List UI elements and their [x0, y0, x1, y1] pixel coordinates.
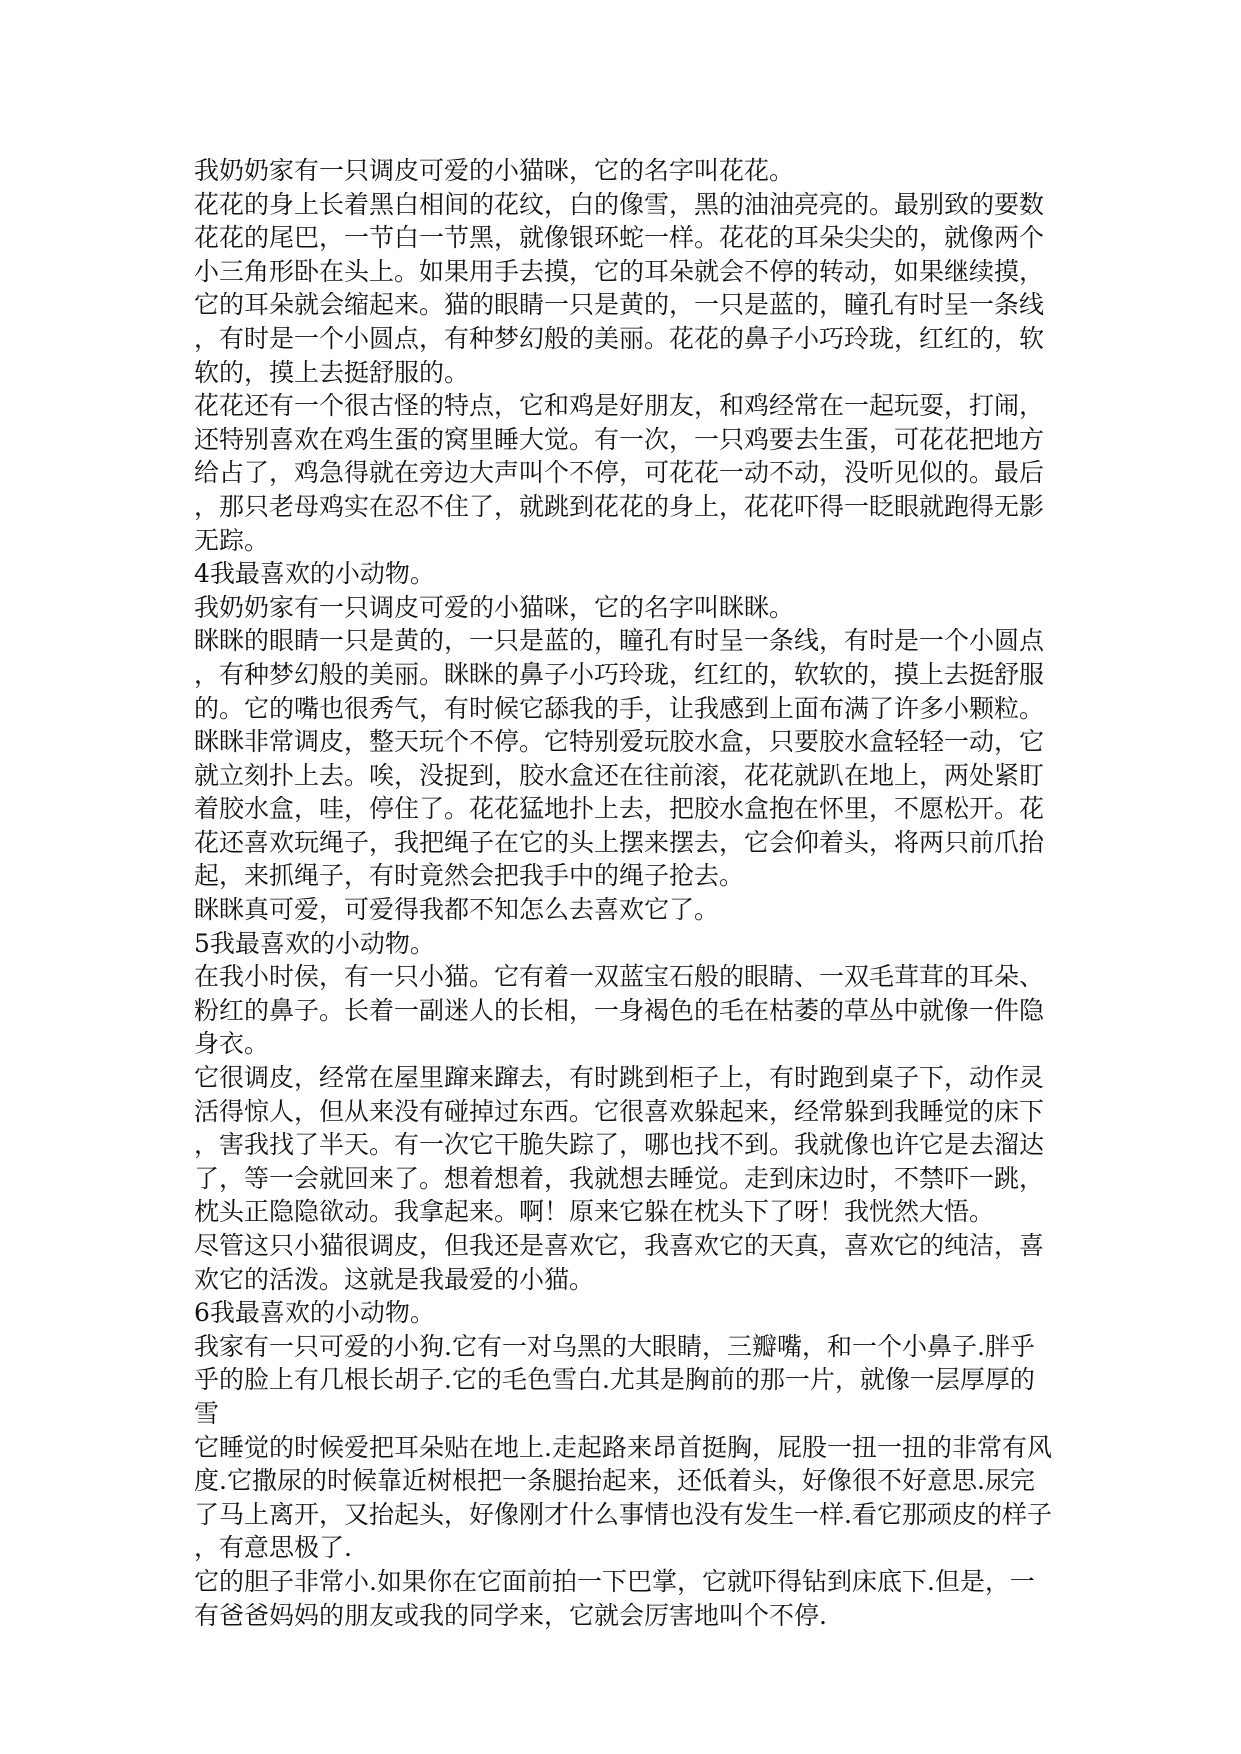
text-line: 在我小时侯，有一只小猫。它有着一双蓝宝石般的眼睛、一双毛茸茸的耳朵、: [194, 962, 1045, 992]
text-line: 度.它撒尿的时候靠近树根把一条腿抬起来，还低着头，好像很不好意思.尿完: [194, 1466, 1035, 1496]
text-line: 它的耳朵就会缩起来。猫的眼睛一只是黄的，一只是蓝的，瞳孔有时呈一条线: [194, 290, 1045, 320]
text-line: 还特别喜欢在鸡生蛋的窝里睡大觉。有一次，一只鸡要去生蛋，可花花把地方: [194, 424, 1045, 454]
text-line: 身衣。: [194, 1029, 270, 1059]
text-line: 花花的身上长着黑白相间的花纹，白的像雪，黑的油油亮亮的。最别致的要数: [194, 189, 1045, 219]
text-line: 软的，摸上去挺舒服的。: [194, 357, 470, 387]
text-line: 无踪。: [194, 525, 270, 555]
text-line: 就立刻扑上去。唉，没捉到，胶水盒还在往前滚，花花就趴在地上，两处紧盯: [194, 760, 1045, 790]
text-line: 起，来抓绳子，有时竟然会把我手中的绳子抢去。: [194, 861, 745, 891]
text-line: 给占了，鸡急得就在旁边大声叫个不停，可花花一动不动，没听见似的。最后: [194, 458, 1045, 488]
text-line: ，有意思极了.: [194, 1533, 352, 1563]
text-line: 活得惊人，但从来没有碰掉过东西。它很喜欢躲起来，经常躲到我睡觉的床下: [194, 1096, 1045, 1126]
text-line: 尽管这只小猫很调皮，但我还是喜欢它，我喜欢它的天真，喜欢它的纯洁，喜: [194, 1231, 1045, 1260]
text-line: 花花的尾巴，一节白一节黑，就像银环蛇一样。花花的耳朵尖尖的，就像两个: [194, 223, 1045, 253]
text-line: 花花还有一个很古怪的特点，它和鸡是好朋友，和鸡经常在一起玩耍，打闹，: [194, 391, 1045, 421]
text-line: 乎的脸上有几根长胡子.它的毛色雪白.尤其是胸前的那一片，就像一层厚厚的: [194, 1365, 1035, 1395]
text-line: 我奶奶家有一只调皮可爱的小猫咪，它的名字叫花花。: [194, 156, 795, 185]
text-line: 它睡觉的时候爱把耳朵贴在地上.走起路来昂首挺胸，屁股一扭一扭的非常有风: [194, 1432, 1052, 1462]
text-line: 了，等一会就回来了。想着想着，我就想去睡觉。走到床边时，不禁吓一跳，: [194, 1163, 1045, 1193]
text-line: 眯眯非常调皮，整天玩个不停。它特别爱玩胶水盒，只要胶水盒轻轻一动，它: [194, 727, 1045, 757]
text-line: 6我最喜欢的小动物。: [194, 1298, 435, 1328]
text-line: 欢它的活泼。这就是我最爱的小猫。: [194, 1264, 595, 1294]
text-line: 有爸爸妈妈的朋友或我的同学来，它就会厉害地叫个不停.: [194, 1600, 827, 1630]
text-line: 雪: [194, 1398, 220, 1428]
text-line: 我家有一只可爱的小狗.它有一对乌黑的大眼睛，三瓣嘴，和一个小鼻子.胖乎: [194, 1331, 1035, 1361]
text-line: 4我最喜欢的小动物。: [194, 559, 435, 589]
text-line: ，有种梦幻般的美丽。眯眯的鼻子小巧玲珑，红红的，软软的，摸上去挺舒服: [194, 659, 1045, 689]
text-line: 了马上离开，又抬起头，好像刚才什么事情也没有发生一样.看它那顽皮的样子: [194, 1499, 1052, 1529]
text-line: ，那只老母鸡实在忍不住了，就跳到花花的身上，花花吓得一眨眼就跑得无影: [194, 491, 1045, 521]
text-line: 粉红的鼻子。长着一副迷人的长相，一身褐色的毛在枯萎的草丛中就像一件隐: [194, 995, 1045, 1025]
text-line: 眯眯的眼睛一只是黄的，一只是蓝的，瞳孔有时呈一条线，有时是一个小圆点: [194, 626, 1045, 656]
text-line: 的。它的嘴也很秀气，有时候它舔我的手，让我感到上面布满了许多小颗粒。: [194, 693, 1045, 723]
text-line: 小三角形卧在头上。如果用手去摸，它的耳朵就会不停的转动，如果继续摸，: [194, 256, 1045, 286]
text-line: 我奶奶家有一只调皮可爱的小猫咪，它的名字叫眯眯。: [194, 592, 795, 622]
text-line: 它的胆子非常小.如果你在它面前拍一下巴掌，它就吓得钻到床底下.但是，一: [194, 1566, 1035, 1596]
text-line: ，有时是一个小圆点，有种梦幻般的美丽。花花的鼻子小巧玲珑，红红的，软: [194, 323, 1045, 353]
text-line: 着胶水盒，哇，停住了。花花猛地扑上去，把胶水盒抱在怀里，不愿松开。花: [194, 794, 1045, 824]
text-line: 花还喜欢玩绳子，我把绳子在它的头上摆来摆去，它会仰着头，将两只前爪抬: [194, 827, 1045, 857]
text-line: 它很调皮，经常在屋里蹿来蹿去，有时跳到柜子上，有时跑到桌子下，动作灵: [194, 1063, 1045, 1093]
text-line: 眯眯真可爱，可爱得我都不知怎么去喜欢它了。: [194, 895, 720, 925]
document-page: [194, 154, 1054, 1632]
text-line: ，害我找了半天。有一次它干脆失踪了，哪也找不到。我就像也许它是去溜达: [194, 1130, 1045, 1160]
text-line: 5我最喜欢的小动物。: [194, 928, 435, 958]
text-line: 枕头正隐隐欲动。我拿起来。啊！原来它躲在枕头下了呀！我恍然大悟。: [194, 1197, 995, 1227]
